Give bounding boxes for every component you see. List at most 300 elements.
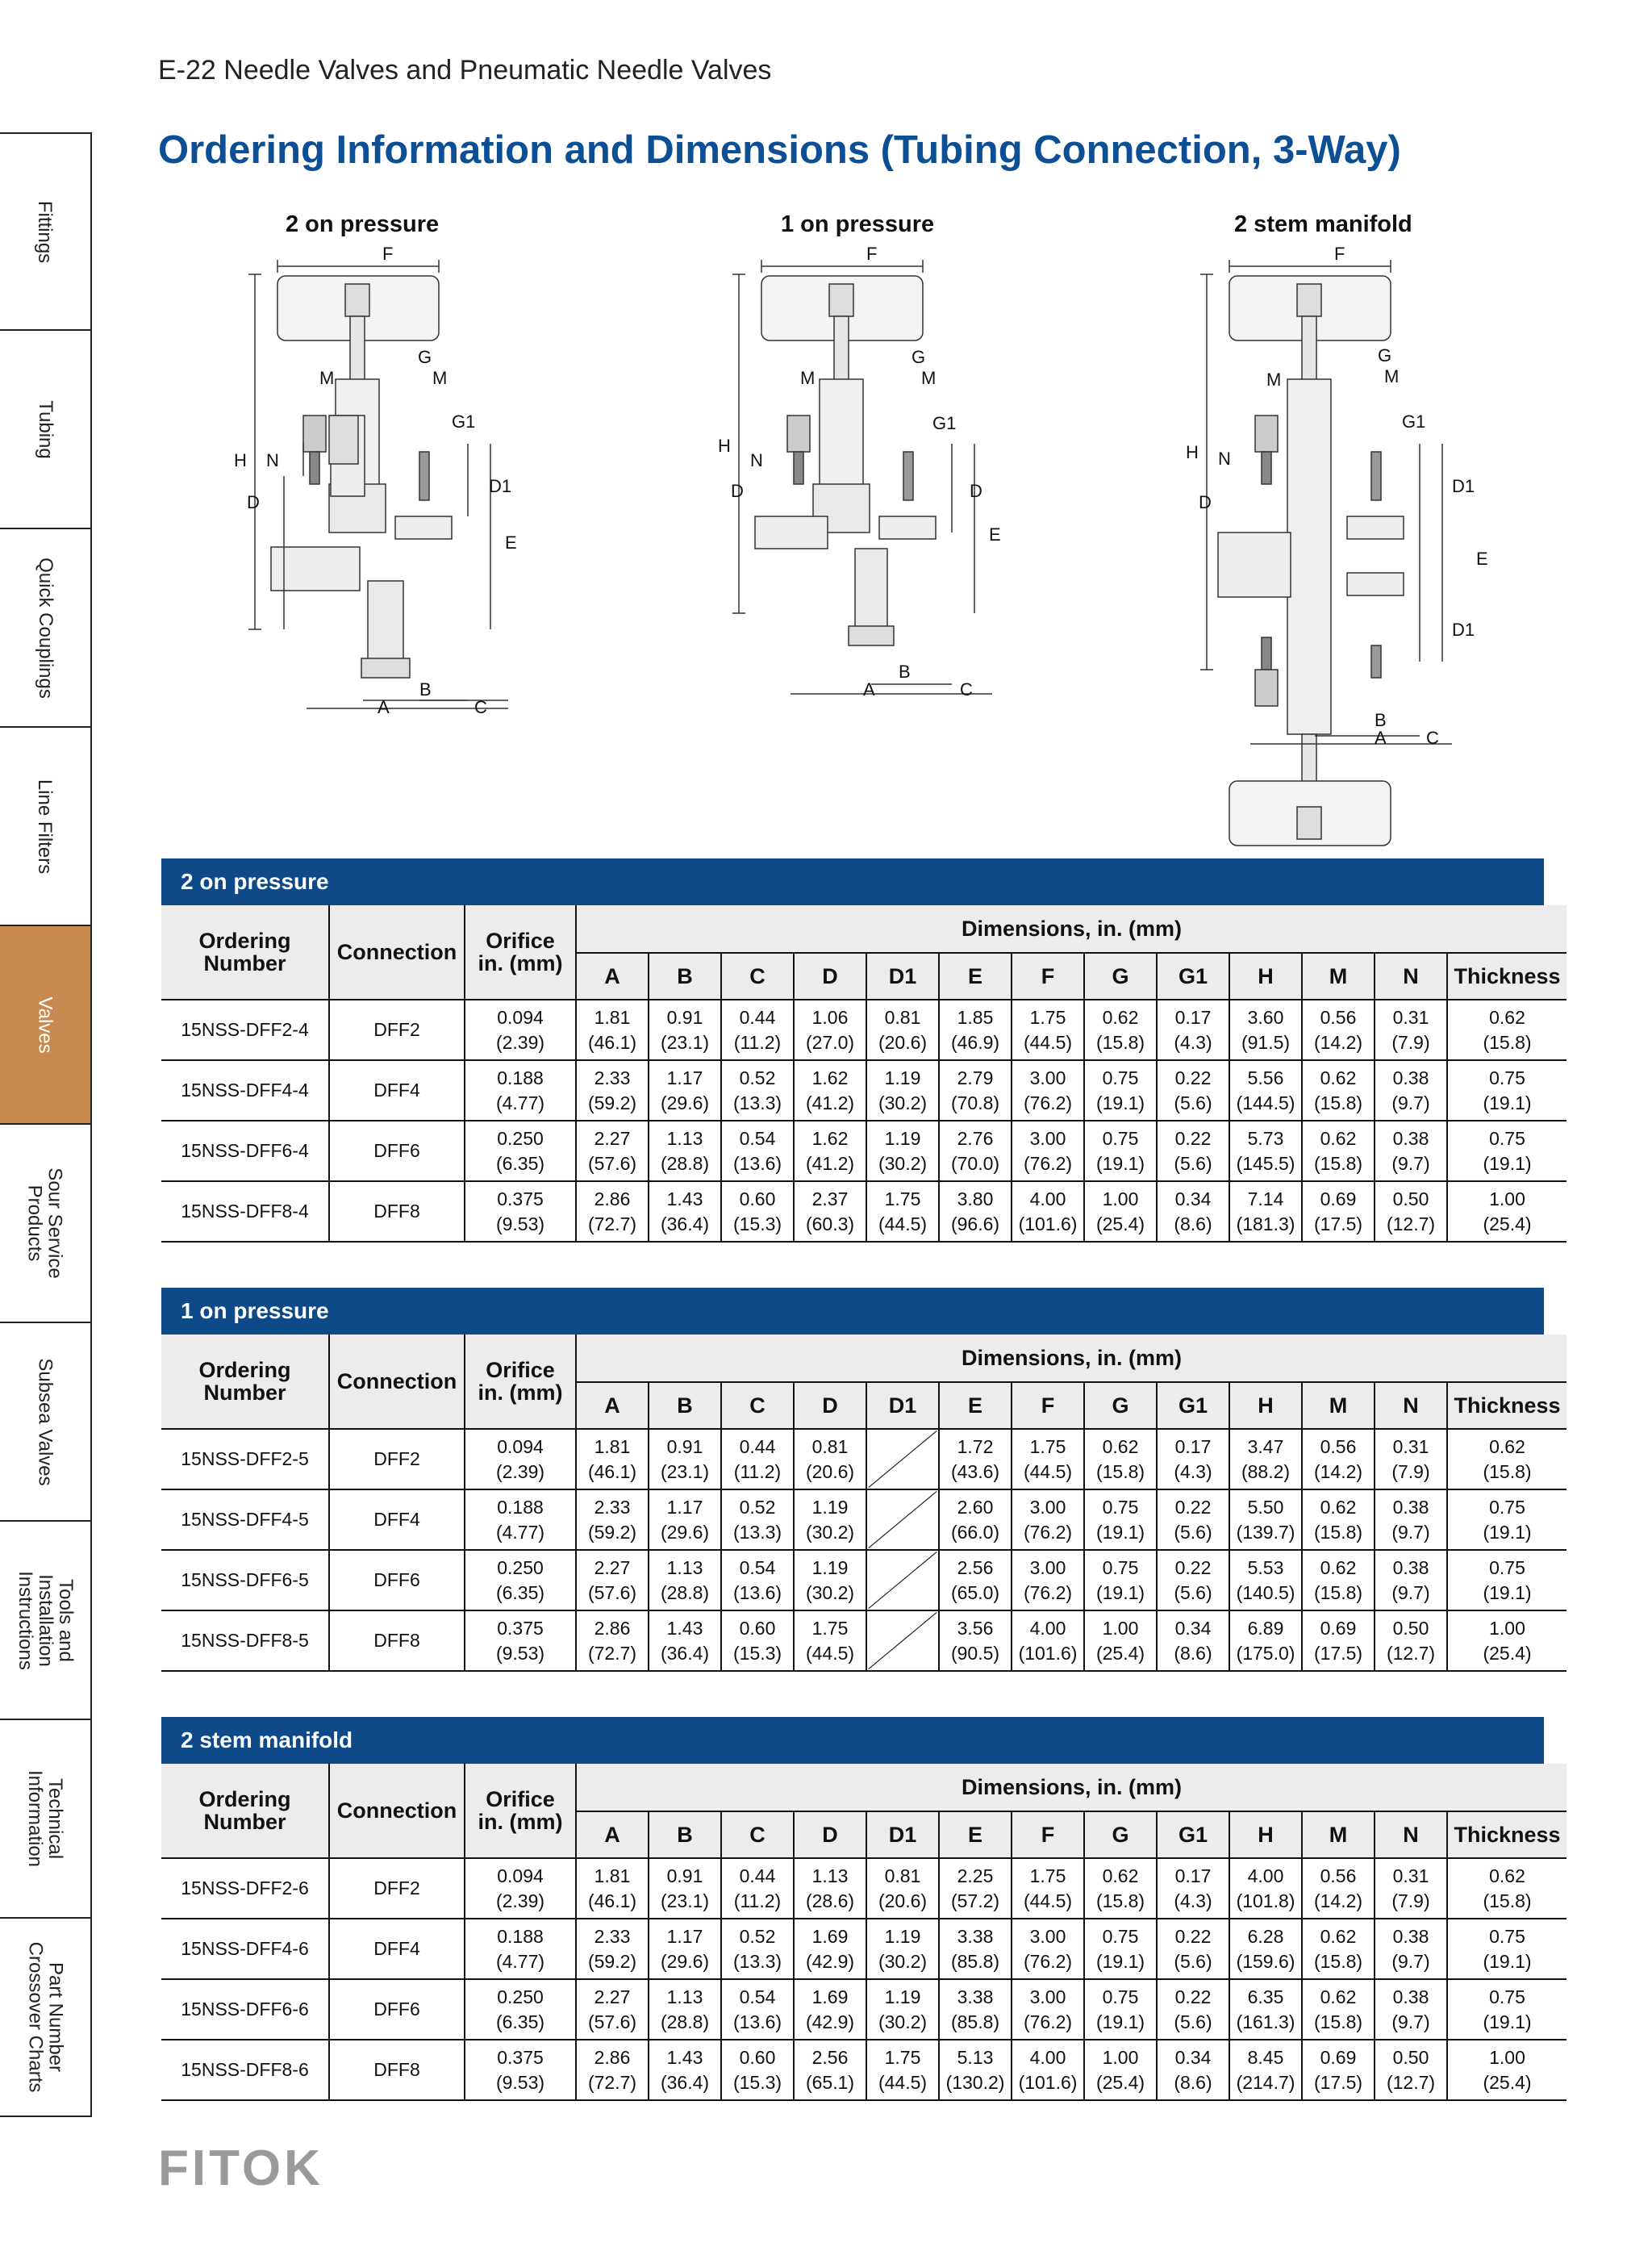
dim-mm: (15.8)	[1313, 1950, 1363, 1972]
dim-cell-a	[576, 2040, 649, 2100]
dim-cell-thickness	[1447, 1979, 1566, 2040]
connection-cell: DFF6	[329, 1121, 465, 1181]
dim-cell-d1	[866, 1858, 939, 1919]
dim-in: 3.00	[1029, 1496, 1066, 1518]
diagram-title-2-stem-manifold: 2 stem manifold	[1234, 211, 1412, 237]
orifice-in: 0.250	[497, 1556, 544, 1578]
dim-cell-m	[1302, 1610, 1375, 1671]
table-row	[161, 1610, 1566, 1671]
dim-mm: (161.3)	[1236, 2011, 1295, 2032]
dim-in: 1.75	[884, 2046, 921, 2068]
dim-mm: (19.1)	[1095, 2011, 1145, 2032]
dim-mm: (30.2)	[878, 1152, 928, 1174]
dim-cell-d1	[866, 2040, 939, 2100]
dim-mm: (42.9)	[805, 2011, 855, 2032]
dim-in: 0.34	[1174, 2046, 1212, 2068]
dim-mm: (14.2)	[1313, 1460, 1363, 1482]
dim-mm: (23.1)	[660, 1890, 710, 1911]
dim-mm: (59.2)	[587, 1521, 637, 1543]
dim-cell-d1-na	[866, 1429, 939, 1489]
dim-mm: (44.5)	[1023, 1031, 1073, 1053]
dim-mm: (46.1)	[587, 1031, 637, 1053]
dim-cell-f	[1012, 1979, 1084, 2040]
sidebar-tab-fittings[interactable]	[0, 132, 92, 331]
orifice-mm: (6.35)	[495, 1152, 545, 1174]
dim-in: 0.62	[1489, 1006, 1525, 1028]
sidebar-tab-label: Tubing	[34, 399, 56, 459]
dim-label-G: G	[1378, 345, 1392, 365]
dim-cell-thickness	[1447, 1181, 1566, 1242]
dim-cell-a	[576, 1550, 649, 1610]
header-col-n: N	[1375, 1811, 1447, 1858]
sidebar-tab-line-filters[interactable]	[0, 728, 92, 926]
orifice-mm: (6.35)	[495, 1581, 545, 1603]
dim-cell-thickness	[1447, 1121, 1566, 1181]
dim-in: 4.00	[1029, 1188, 1066, 1209]
dim-cell-n	[1375, 1979, 1447, 2040]
dim-in: 0.31	[1392, 1435, 1429, 1457]
dim-mm: (28.6)	[805, 1890, 855, 1911]
dim-mm: (30.2)	[878, 2011, 928, 2032]
dim-cell-a	[576, 1121, 649, 1181]
dim-in: 1.13	[811, 1865, 849, 1886]
dim-in: 1.19	[884, 1986, 921, 2007]
dim-cell-d1-na	[866, 1489, 939, 1550]
dim-cell-g1	[1157, 1550, 1229, 1610]
orifice-mm: (9.53)	[495, 1642, 545, 1664]
header-col-a: A	[576, 953, 649, 1000]
orifice-cell	[465, 1919, 576, 1979]
connection-cell: DFF4	[329, 1919, 465, 1979]
sidebar-tab-tools-and-installation-instructions[interactable]	[0, 1522, 92, 1720]
dim-label-N: N	[1218, 449, 1231, 469]
dim-cell-g	[1084, 1060, 1157, 1121]
dim-cell-c	[721, 2040, 794, 2100]
dim-cell-a	[576, 1979, 649, 2040]
dim-mm: (139.7)	[1236, 1521, 1295, 1543]
diagram-2-on-pressure	[226, 242, 549, 718]
dim-in: 0.75	[1489, 1496, 1525, 1518]
header-col-c: C	[721, 1811, 794, 1858]
dim-cell-g1	[1157, 1429, 1229, 1489]
dim-mm: (175.0)	[1236, 1642, 1295, 1664]
dim-in: 2.37	[811, 1188, 849, 1209]
dim-mm: (88.2)	[1241, 1460, 1291, 1482]
dim-cell-n	[1375, 1429, 1447, 1489]
dim-cell-m	[1302, 1979, 1375, 2040]
connection-cell: DFF8	[329, 1181, 465, 1242]
dim-mm: (7.9)	[1391, 1031, 1430, 1053]
dim-label-F: F	[866, 244, 878, 264]
header-connection: Connection	[329, 905, 465, 1000]
dim-label-C: C	[1426, 728, 1439, 748]
dim-cell-n	[1375, 1919, 1447, 1979]
dim-cell-d1	[866, 1979, 939, 2040]
dim-mm: (101.6)	[1018, 1213, 1078, 1234]
dim-cell-c	[721, 1550, 794, 1610]
dim-in: 2.76	[957, 1127, 994, 1149]
dim-in: 1.75	[811, 1617, 849, 1639]
dim-in: 0.38	[1392, 1925, 1429, 1947]
header-dimensions: Dimensions, in. (mm)	[576, 1335, 1566, 1382]
dim-cell-h	[1229, 1121, 1302, 1181]
header-col-thickness: Thickness	[1447, 1811, 1566, 1858]
dim-cell-h	[1229, 1000, 1302, 1060]
dim-cell-a	[576, 1000, 649, 1060]
dim-in: 3.38	[957, 1925, 994, 1947]
dim-mm: (11.2)	[733, 1031, 782, 1053]
dim-in: 1.00	[1102, 1188, 1139, 1209]
dim-mm: (14.2)	[1313, 1031, 1363, 1053]
dim-mm: (25.4)	[1483, 1642, 1532, 1664]
diagram-2-stem-manifold	[1178, 242, 1533, 855]
dim-in: 2.25	[957, 1865, 994, 1886]
dim-mm: (5.6)	[1174, 1521, 1212, 1543]
dim-cell-g	[1084, 1489, 1157, 1550]
dim-in: 3.00	[1029, 1127, 1066, 1149]
dim-mm: (145.5)	[1236, 1152, 1295, 1174]
header-col-thickness: Thickness	[1447, 953, 1566, 1000]
connection-cell: DFF4	[329, 1489, 465, 1550]
table-row	[161, 2040, 1566, 2100]
dim-in: 1.17	[666, 1496, 703, 1518]
ordering-number-cell: 15NSS-DFF8-6	[161, 2040, 329, 2100]
header-ordering-number: Ordering Number	[161, 1764, 329, 1858]
dim-in: 1.13	[666, 1986, 703, 2007]
header-orifice: Orifice in. (mm)	[465, 905, 576, 1000]
dim-mm: (159.6)	[1236, 1950, 1295, 1972]
dim-in: 0.81	[811, 1435, 849, 1457]
dim-cell-h	[1229, 1489, 1302, 1550]
dim-mm: (85.8)	[950, 1950, 1000, 1972]
dim-in: 0.38	[1392, 1496, 1429, 1518]
dim-in: 0.56	[1320, 1435, 1357, 1457]
dim-in: 1.06	[811, 1006, 849, 1028]
dim-in: 0.38	[1392, 1067, 1429, 1088]
dim-label-M-right: M	[921, 368, 937, 388]
sidebar-tab-quick-couplings[interactable]	[0, 529, 92, 728]
dim-cell-f	[1012, 1550, 1084, 1610]
sidebar-tab-part-number-crossover-charts[interactable]	[0, 1919, 92, 2117]
dim-mm: (19.1)	[1095, 1950, 1145, 1972]
dim-cell-d	[794, 1060, 866, 1121]
dim-in: 0.22	[1174, 1556, 1212, 1578]
dim-in: 3.60	[1247, 1006, 1284, 1028]
dim-in: 0.17	[1174, 1006, 1212, 1028]
dim-in: 0.54	[739, 1986, 776, 2007]
dim-in: 1.13	[666, 1127, 703, 1149]
dim-cell-n	[1375, 1000, 1447, 1060]
dim-cell-g	[1084, 1979, 1157, 2040]
dim-cell-f	[1012, 1181, 1084, 1242]
dim-in: 3.00	[1029, 1556, 1066, 1578]
dim-cell-m	[1302, 1550, 1375, 1610]
dim-label-M-right: M	[1384, 366, 1400, 386]
dim-cell-m	[1302, 1858, 1375, 1919]
dim-mm: (14.2)	[1313, 1890, 1363, 1911]
dim-cell-b	[649, 1121, 721, 1181]
dim-cell-b	[649, 1919, 721, 1979]
dim-in: 1.72	[957, 1435, 994, 1457]
dim-cell-f	[1012, 1919, 1084, 1979]
dim-in: 0.22	[1174, 1496, 1212, 1518]
dim-label-B: B	[419, 679, 432, 700]
dim-mm: (27.0)	[805, 1031, 855, 1053]
dim-label-C: C	[960, 679, 973, 700]
dim-mm: (76.2)	[1023, 1950, 1073, 1972]
header-col-b: B	[649, 1811, 721, 1858]
ordering-number-cell: 15NSS-DFF4-4	[161, 1060, 329, 1121]
dim-mm: (20.6)	[878, 1890, 928, 1911]
dim-mm: (130.2)	[945, 2071, 1005, 2093]
dim-mm: (19.1)	[1095, 1092, 1145, 1113]
dim-mm: (44.5)	[805, 1642, 855, 1664]
dim-in: 4.00	[1029, 1617, 1066, 1639]
dim-cell-m	[1302, 1489, 1375, 1550]
dim-in: 0.69	[1320, 2046, 1357, 2068]
orifice-cell	[465, 1181, 576, 1242]
dim-mm: (15.8)	[1095, 1031, 1145, 1053]
dim-in: 0.17	[1174, 1435, 1212, 1457]
dim-mm: (19.1)	[1483, 1152, 1532, 1174]
header-col-g1: G1	[1157, 1811, 1229, 1858]
dim-mm: (30.2)	[805, 1521, 855, 1543]
dim-mm: (66.0)	[950, 1521, 1000, 1543]
dim-in: 1.81	[594, 1865, 631, 1886]
dim-mm: (44.5)	[1023, 1460, 1073, 1482]
dim-mm: (214.7)	[1236, 2071, 1295, 2093]
dim-mm: (43.6)	[950, 1460, 1000, 1482]
dim-cell-f	[1012, 1489, 1084, 1550]
dim-cell-d1	[866, 1121, 939, 1181]
dim-mm: (9.7)	[1391, 1950, 1430, 1972]
dim-mm: (36.4)	[660, 2071, 710, 2093]
orifice-mm: (2.39)	[495, 1460, 545, 1482]
dim-cell-f	[1012, 2040, 1084, 2100]
table-row	[161, 1858, 1566, 1919]
dim-mm: (9.7)	[1391, 1152, 1430, 1174]
dim-cell-f	[1012, 1000, 1084, 1060]
dim-cell-g	[1084, 1550, 1157, 1610]
ordering-number-cell: 15NSS-DFF8-4	[161, 1181, 329, 1242]
dim-in: 1.81	[594, 1435, 631, 1457]
ordering-number-cell: 15NSS-DFF6-6	[161, 1979, 329, 2040]
dim-in: 0.62	[1320, 1067, 1357, 1088]
dim-mm: (90.5)	[950, 1642, 1000, 1664]
dim-in: 0.75	[1489, 1127, 1525, 1149]
dim-in: 2.33	[594, 1925, 631, 1947]
dim-cell-h	[1229, 1979, 1302, 2040]
dim-cell-g1	[1157, 1610, 1229, 1671]
dim-in: 0.75	[1489, 1067, 1525, 1088]
sidebar-tab-valves[interactable]	[0, 926, 92, 1125]
dim-cell-f	[1012, 1121, 1084, 1181]
sidebar-tab-label: Fittings	[34, 200, 56, 263]
dim-in: 1.19	[811, 1556, 849, 1578]
dim-mm: (42.9)	[805, 1950, 855, 1972]
dim-mm: (28.8)	[660, 1581, 710, 1603]
dim-cell-d1	[866, 1919, 939, 1979]
dim-in: 1.85	[957, 1006, 994, 1028]
sidebar-tab-subsea-valves[interactable]	[0, 1323, 92, 1522]
dim-in: 0.62	[1489, 1865, 1525, 1886]
dim-mm: (181.3)	[1236, 1213, 1295, 1234]
dim-cell-a	[576, 1060, 649, 1121]
dim-cell-d	[794, 1121, 866, 1181]
dim-mm: (57.6)	[587, 1581, 637, 1603]
header-col-f: F	[1012, 1382, 1084, 1429]
ordering-number-cell: 15NSS-DFF2-6	[161, 1858, 329, 1919]
sidebar-tab-label: Tools and Installation Instructions	[14, 1570, 77, 1670]
dim-mm: (15.8)	[1313, 1092, 1363, 1113]
dim-label-H: H	[718, 436, 731, 456]
dim-mm: (72.7)	[587, 1213, 637, 1234]
dim-mm: (25.4)	[1483, 1213, 1532, 1234]
dim-cell-thickness	[1447, 2040, 1566, 2100]
sidebar-tab-label: Line Filters	[34, 779, 56, 874]
dim-in: 0.91	[666, 1865, 703, 1886]
dim-cell-a	[576, 1181, 649, 1242]
orifice-mm: (6.35)	[495, 2011, 545, 2032]
sidebar-tab-technical-information[interactable]	[0, 1720, 92, 1919]
dim-mm: (15.3)	[732, 1213, 782, 1234]
dim-cell-b	[649, 1429, 721, 1489]
dim-cell-m	[1302, 1060, 1375, 1121]
dim-cell-h	[1229, 1858, 1302, 1919]
header-ordering-number: Ordering Number	[161, 905, 329, 1000]
dim-mm: (5.6)	[1174, 2011, 1212, 2032]
dim-cell-d1-na	[866, 1610, 939, 1671]
dim-cell-n	[1375, 1489, 1447, 1550]
dim-cell-m	[1302, 2040, 1375, 2100]
dim-in: 1.75	[1029, 1006, 1066, 1028]
dim-mm: (41.2)	[805, 1152, 855, 1174]
dim-cell-g1	[1157, 1060, 1229, 1121]
dim-cell-e	[939, 1000, 1012, 1060]
dim-in: 1.00	[1102, 2046, 1139, 2068]
dim-label-G: G	[912, 347, 926, 367]
dim-mm: (12.7)	[1386, 1213, 1436, 1234]
dim-mm: (9.7)	[1391, 1092, 1430, 1113]
dim-in: 0.50	[1392, 1188, 1429, 1209]
dim-cell-e	[939, 1919, 1012, 1979]
dim-mm: (59.2)	[587, 1950, 637, 1972]
dim-mm: (9.7)	[1391, 2011, 1430, 2032]
orifice-in: 0.094	[497, 1006, 544, 1028]
sidebar-tab-tubing[interactable]	[0, 331, 92, 529]
header-col-g: G	[1084, 1382, 1157, 1429]
dim-label-C: C	[474, 697, 487, 717]
diagram-1-on-pressure	[710, 242, 1032, 702]
header-col-b: B	[649, 1382, 721, 1429]
dim-mm: (44.5)	[878, 2071, 928, 2093]
dim-in: 1.00	[1489, 2046, 1525, 2068]
sidebar-tab-label: Sour Service Products	[24, 1167, 67, 1279]
dim-cell-g	[1084, 1000, 1157, 1060]
dim-mm: (15.8)	[1483, 1890, 1532, 1911]
dim-cell-g	[1084, 2040, 1157, 2100]
dim-label-M-left: M	[800, 368, 816, 388]
dim-in: 2.33	[594, 1067, 631, 1088]
dim-cell-c	[721, 1060, 794, 1121]
dim-mm: (76.2)	[1023, 1581, 1073, 1603]
dim-in: 0.62	[1102, 1435, 1139, 1457]
dim-in: 2.27	[594, 1556, 631, 1578]
dim-label-A: A	[863, 679, 875, 700]
dim-in: 0.62	[1320, 1986, 1357, 2007]
dim-label-G: G	[418, 347, 432, 367]
dim-label-B: B	[1375, 710, 1387, 730]
dim-cell-c	[721, 1858, 794, 1919]
header-col-g1: G1	[1157, 1382, 1229, 1429]
dim-mm: (59.2)	[587, 1092, 637, 1113]
dim-in: 0.44	[739, 1435, 776, 1457]
dim-in: 0.62	[1489, 1435, 1525, 1457]
dim-in: 5.56	[1247, 1067, 1284, 1088]
dim-in: 2.56	[811, 2046, 849, 2068]
connection-cell: DFF6	[329, 1979, 465, 2040]
orifice-in: 0.375	[497, 1617, 544, 1639]
dim-in: 0.91	[666, 1435, 703, 1457]
dim-mm: (4.3)	[1174, 1890, 1212, 1911]
dim-in: 0.75	[1102, 1067, 1139, 1088]
header-connection: Connection	[329, 1335, 465, 1429]
dim-mm: (29.6)	[660, 1521, 710, 1543]
dim-in: 1.43	[666, 1188, 703, 1209]
dim-cell-d1	[866, 1000, 939, 1060]
sidebar-tab-sour-service-products[interactable]	[0, 1125, 92, 1323]
dim-in: 0.62	[1320, 1556, 1357, 1578]
dim-cell-e	[939, 1550, 1012, 1610]
dim-mm: (44.5)	[878, 1213, 928, 1234]
connection-cell: DFF8	[329, 2040, 465, 2100]
dim-in: 0.81	[884, 1006, 921, 1028]
dim-mm: (12.7)	[1386, 1642, 1436, 1664]
dim-mm: (19.1)	[1483, 1581, 1532, 1603]
sidebar-tab-label: Part Number Crossover Charts	[24, 1941, 66, 2093]
dim-mm: (25.4)	[1095, 1213, 1145, 1234]
ordering-number-cell: 15NSS-DFF4-6	[161, 1919, 329, 1979]
dim-in: 2.33	[594, 1496, 631, 1518]
dim-mm: (5.6)	[1174, 1152, 1212, 1174]
dim-in: 1.00	[1489, 1617, 1525, 1639]
dim-in: 1.81	[594, 1006, 631, 1028]
orifice-mm: (4.77)	[495, 1092, 545, 1113]
dim-in: 1.00	[1102, 1617, 1139, 1639]
header-col-g1: G1	[1157, 953, 1229, 1000]
dim-cell-c	[721, 1489, 794, 1550]
dim-mm: (23.1)	[660, 1460, 710, 1482]
dim-mm: (144.5)	[1236, 1092, 1295, 1113]
dim-in: 0.56	[1320, 1865, 1357, 1886]
header-col-d: D	[794, 953, 866, 1000]
dim-in: 0.60	[739, 1617, 776, 1639]
dim-cell-d	[794, 1858, 866, 1919]
dim-mm: (7.9)	[1391, 1460, 1430, 1482]
dim-mm: (91.5)	[1241, 1031, 1291, 1053]
ordering-number-cell: 15NSS-DFF2-5	[161, 1429, 329, 1489]
dim-label-M-left: M	[319, 368, 335, 388]
dim-cell-g	[1084, 1121, 1157, 1181]
dim-cell-thickness	[1447, 1858, 1566, 1919]
dim-in: 0.62	[1102, 1006, 1139, 1028]
dim-mm: (15.3)	[732, 2071, 782, 2093]
table-row	[161, 1060, 1566, 1121]
dim-in: 1.19	[884, 1925, 921, 1947]
dim-mm: (15.8)	[1313, 1581, 1363, 1603]
dim-cell-h	[1229, 1060, 1302, 1121]
orifice-cell	[465, 1858, 576, 1919]
